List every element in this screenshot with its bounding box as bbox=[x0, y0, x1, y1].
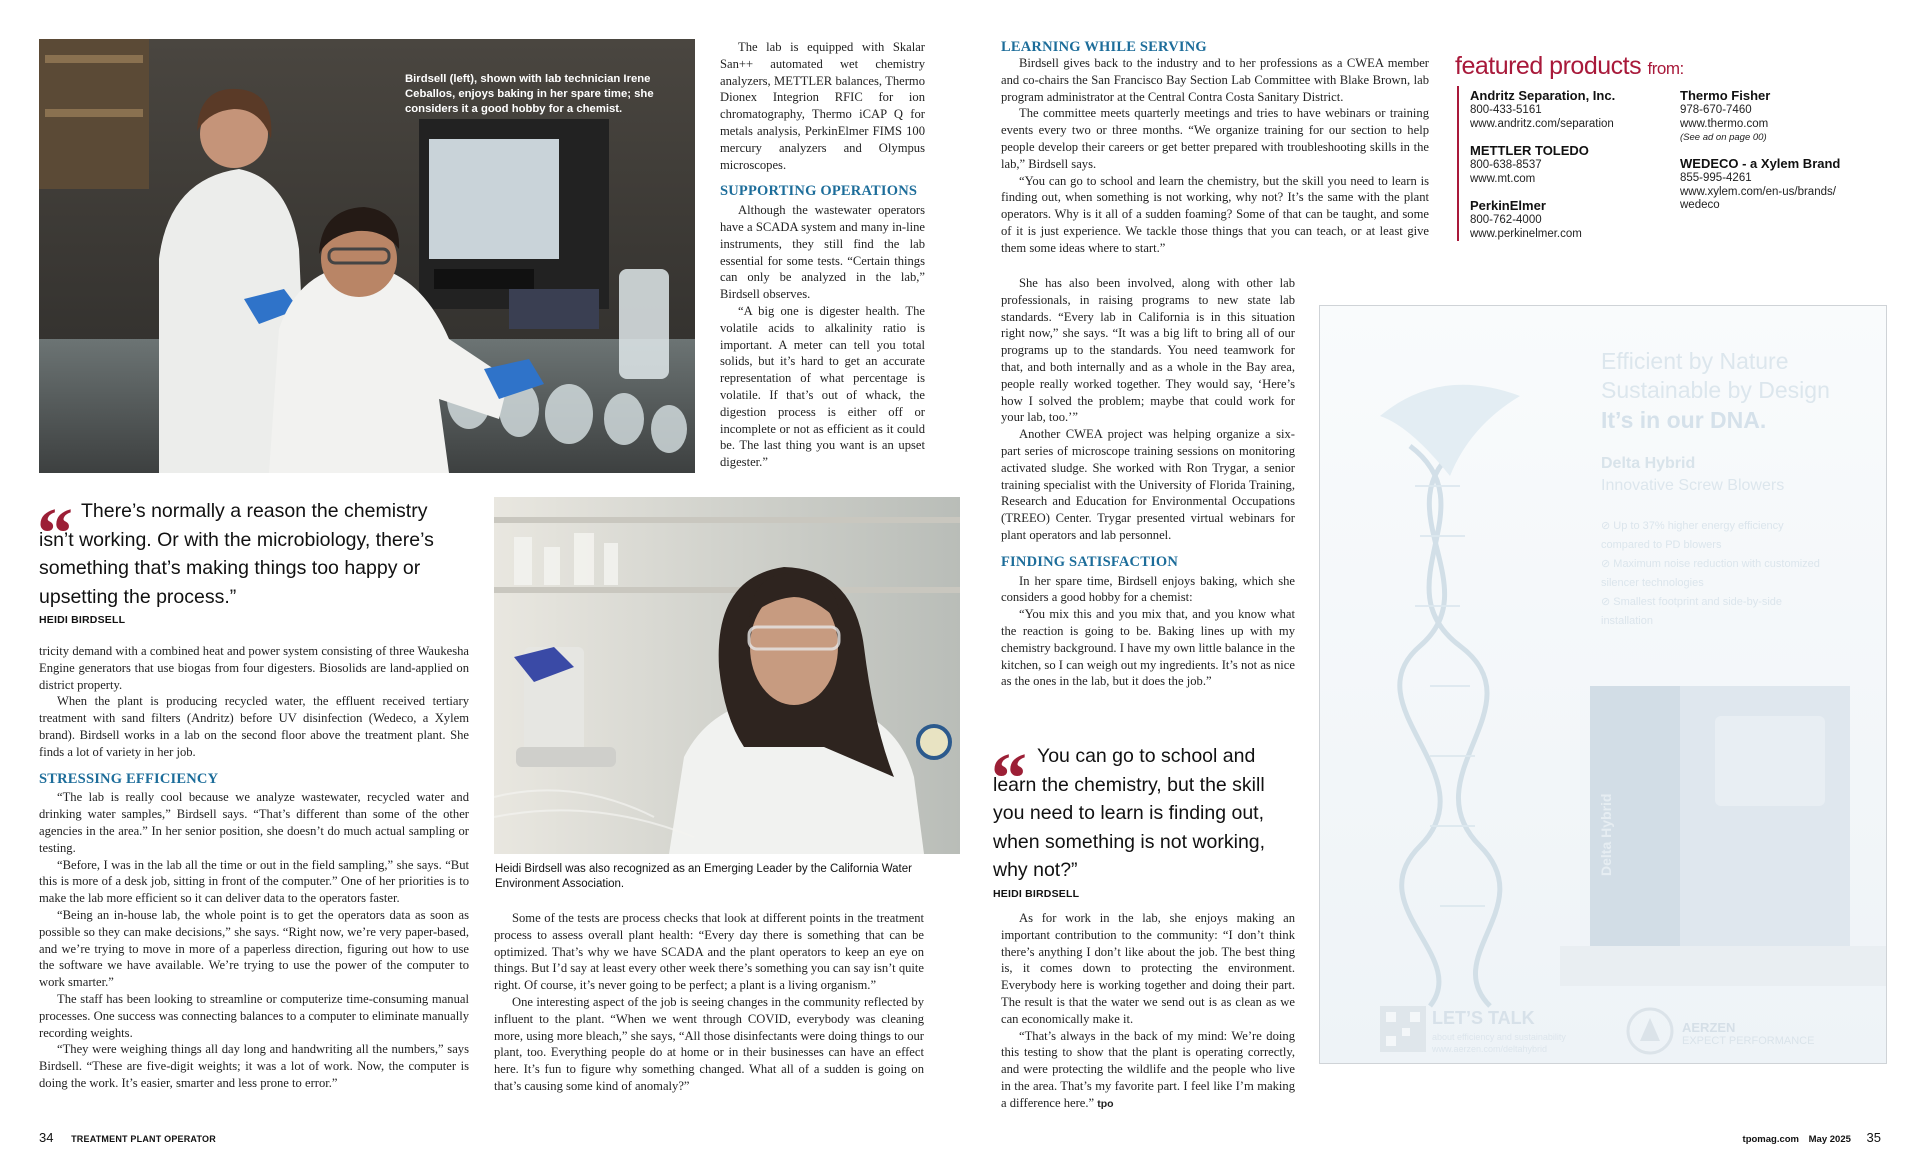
col-right-p3: “You can go to school and learn the chemistry, but the skill you need to learn is finding out, when something is not working, why not? It’s the same with the plant operators. Why is it all of a sudden foaming? Some of that can be taught, and some of it is just experience. We tackle those things that you can teach, or at least give them some ideas where to start.” bbox=[1001, 173, 1429, 255]
birdsell-photo-illustration bbox=[494, 497, 960, 854]
fp-item-mettler bbox=[1470, 143, 1589, 186]
col-right-p8: As for work in the lab, she enjoys making an important contribution to the community: “I don’t think there’s anything I don’t like about the job. The best thing is, it comes down to protecting the environment. Everybody here is working together and doing their part. The result is that the water we send out is as clean as we can economically make it. bbox=[1001, 911, 1295, 1026]
col-right-p9-text: “That’s always in the back of my mind: We’re doing this testing to show that the plant is operating correctly, and were protecting the wildlife and the people who live in the area. That’s my favorite part. I feel like I’m making a difference here.” bbox=[1001, 1028, 1295, 1110]
pull-quote-1-attribution: HEIDI BIRDSELL bbox=[39, 614, 126, 626]
col-left-p6: The staff has been looking to streamline or computerize time-consuming manual processes. One success was connecting balances to a computer to eliminate manually recording weights. bbox=[39, 991, 469, 1040]
site-url[interactable]: tpomag.com bbox=[1742, 1134, 1800, 1145]
photo-heidi-birdsell bbox=[494, 497, 960, 854]
fp-item-thermo-fisher bbox=[1680, 88, 1770, 145]
ad-headline-3: It’s in our DNA. bbox=[1601, 407, 1767, 433]
quote-mark-icon: “ bbox=[37, 493, 73, 573]
ad-cta-sub1: about efficiency and sustainability bbox=[1432, 1032, 1566, 1042]
ad-headline-2: Sustainable by Design bbox=[1601, 377, 1830, 403]
ad-bullet-2-text: Maximum noise reduction with customized silencer technologies bbox=[1601, 558, 1820, 589]
publication-name: TREATMENT PLANT OPERATOR bbox=[71, 1134, 216, 1144]
footer-right bbox=[1743, 1130, 1881, 1145]
col-left-p3: “The lab is really cool because we analyze wastewater, recycled water and drinking water samples,” Birdsell says. “That’s different than some of the other agencies in the area.” In her senior position, she doesn’t do much actual sampling or testing. bbox=[39, 790, 469, 855]
col-right-p7: “You mix this and you mix that, and you know what the reaction is going to be. Baking lines up with my chemistry background. I have my own little balance in the kitchen, so I can weigh out my ingredients. It’s not as nice as the ones in the lab, but it does the job.” bbox=[1001, 607, 1295, 689]
ad-product-sub: Innovative Screw Blowers bbox=[1601, 477, 1785, 494]
photo-middle-caption: Heidi Birdsell was also recognized as an Emerging Leader by the California Water Environment Association. bbox=[495, 863, 912, 890]
col-right-p1: Birdsell gives back to the industry and to her professions as a CWEA member and co-chairs the San Francisco Bay Section Lab Committee with Blake Brown, lab program administrator at the Central Contra Costa Sanitary District. bbox=[1001, 56, 1429, 104]
col-mid-top-p2: Although the wastewater operators have a SCADA system and many in-line instruments, they still find the lab essential for some tests. “Certain things can only be analyzed in the lab,” Birdsell observes. bbox=[720, 203, 925, 302]
fp-url-cont: wedeco bbox=[1680, 199, 1720, 211]
col-right-p9 bbox=[1001, 1028, 1295, 1113]
ad-bullet-1-text: Up to 37% higher energy efficiency compared to PD blowers bbox=[1601, 520, 1784, 551]
fp-url[interactable]: www.mt.com bbox=[1470, 172, 1536, 185]
fp-name: Andritz Separation, Inc. bbox=[1470, 88, 1616, 103]
pull-quote-2 bbox=[991, 738, 1298, 901]
issue-date: May 2025 bbox=[1808, 1134, 1851, 1145]
featured-products-title-from: from: bbox=[1647, 59, 1684, 78]
fp-item-wedeco bbox=[1680, 156, 1840, 213]
ad-bullet-2 bbox=[1601, 555, 1821, 593]
ad-machine-label: Delta Hybrid bbox=[1598, 793, 1614, 876]
photo-lab-technicians bbox=[39, 39, 695, 473]
page-number-left: 34 bbox=[39, 1130, 54, 1145]
col-left-p4: “Before, I was in the lab all the time or out in the field sampling,” she says. “But this is more of a desk job, sitting in front of the computer.” One of her priorities is to make the lab more efficient so it can deliver data to the operators faster. bbox=[39, 857, 469, 906]
fp-item-perkinelmer bbox=[1470, 198, 1582, 241]
featured-products-rule bbox=[1457, 86, 1459, 241]
col-mid-bottom-p2: One interesting aspect of the job is seeing changes in the community reflected by influent to the plant. “When we went through COVID, everybody was cleaning more, using more bleach,” she says, “All those disinfectants were doing things to our plant, too. Everything people do at home or in their businesses can have an effect here. It’s fun to figure why something changed. What all of a sudden is going on that’s causing some kind of anomaly?” bbox=[494, 994, 924, 1093]
col-left-p1: tricity demand with a combined heat and power system consisting of three Waukesha Engine generators that use biogas from four digesters. Biosolids are land-applied on district property. bbox=[39, 644, 469, 692]
photo-top-caption: Birdsell (left), shown with lab technician Irene Ceballos, enjoys baking in her spare time; she considers it a good hobby for a chemist. bbox=[405, 73, 654, 115]
heading-finding-satisfaction: FINDING SATISFACTION bbox=[1001, 553, 1179, 570]
col-left-p7: “They were weighing things all day long and handwriting all the numbers,” says Birdsell. “These are five-digit weights; it was a lot of work. Now, the computer is doing the work. It’s easier, smarter and less prone to error.” bbox=[39, 1042, 469, 1090]
pull-quote-2-text: You can go to school and learn the chemistry, but the skill you need to learn is finding out, when something is not working, why not?” bbox=[993, 745, 1266, 881]
fp-phone: 800-433-5161 bbox=[1470, 104, 1542, 116]
ad-cta-sub2[interactable]: www.aerzen.com/deltahybrid bbox=[1432, 1044, 1548, 1054]
heading-learning-while-serving: LEARNING WHILE SERVING bbox=[1001, 39, 1207, 55]
column-right-wide bbox=[1001, 55, 1429, 257]
ad-bullet-1 bbox=[1601, 517, 1821, 555]
column-left bbox=[39, 643, 469, 1092]
fp-url[interactable]: www.xylem.com/en-us/brands/ bbox=[1680, 185, 1836, 198]
fp-url[interactable]: www.perkinelmer.com bbox=[1470, 227, 1582, 240]
featured-products-title bbox=[1455, 52, 1684, 81]
fp-note: (See ad on page 00) bbox=[1680, 132, 1767, 143]
column-right-narrow bbox=[1001, 275, 1295, 690]
page-number-right: 35 bbox=[1866, 1130, 1881, 1145]
featured-products-title-main: featured products bbox=[1455, 52, 1642, 80]
end-mark: tpo bbox=[1097, 1097, 1114, 1110]
fp-name: METTLER TOLEDO bbox=[1470, 143, 1589, 158]
fp-phone: 800-638-8537 bbox=[1470, 159, 1542, 171]
column-middle-bottom bbox=[494, 910, 924, 1095]
column-right-bottom bbox=[1001, 910, 1295, 1113]
ad-brand-tag: EXPECT PERFORMANCE bbox=[1682, 1035, 1815, 1047]
fp-phone: 855-995-4261 bbox=[1680, 172, 1752, 184]
ad-bullet-3-text: Smallest footprint and side-by-side installation bbox=[1601, 596, 1783, 627]
check-icon: ⊘ bbox=[1601, 558, 1614, 570]
col-right-p2: The committee meets quarterly meetings and tries to have webinars or training events every two or three months. “We organize training for our section to help people develop their careers or get better prepared with troubleshooting skills in the lab,” Birdsell says. bbox=[1001, 106, 1429, 171]
col-left-p5: “Being an in-house lab, the whole point is to get the operators data as soon as possible so they can make decisions,” she says. “Right now, we’re very paper-based, and we’re trying to move in more of a paperless direction, figuring out how to use the software we have available. We’re trying to use the power of the computer to work smarter.” bbox=[39, 907, 469, 990]
col-mid-bottom-p1: Some of the tests are process checks that look at different points in the treatment process to assess overall plant health: “Every day there is something that can be optimized. That’s why we have SCADA and the plant operators to keep an eye on things. But I’d say at least every other week there’s something you can say isn’t quite right. Of course, it’s never going to be perfect; a plant is a living organism.” bbox=[494, 911, 924, 993]
fp-name: WEDECO - a Xylem Brand bbox=[1680, 156, 1841, 171]
fp-item-andritz bbox=[1470, 88, 1615, 131]
pull-quote-1-text: There’s normally a reason the chemistry isn’t working. Or with the microbiology, there’s something that’s making things too happy or upsetting the process.” bbox=[39, 500, 434, 608]
fp-url[interactable]: www.thermo.com bbox=[1680, 117, 1769, 130]
heading-supporting-operations: SUPPORTING OPERATIONS bbox=[720, 183, 918, 200]
col-right-p4: She has also been involved, along with other lab professionals, in raising programs to new state lab standards. “Every lab in California is in this situation right now,” she says. “It was a big lift to bring all of our programs up to the standards. You need teamwork for that, and both internally and as a whole in the Bay area, people really worked together. They would say, ‘Here’s how I solved the problem; maybe that could work for your lab, too.’” bbox=[1001, 276, 1295, 425]
fp-phone: 800-762-4000 bbox=[1470, 214, 1542, 226]
col-mid-top-p1: The lab is equipped with Skalar San++ automated wet chemistry analyzers, METTLER balances, Thermo Dionex Integrion RFIC for ion chromatography, Thermo iCAP Q for metals analysis, PerkinElmer FIMS 100 mercury analyzers and Olympus microscopes. bbox=[720, 40, 925, 172]
check-icon: ⊘ bbox=[1601, 520, 1614, 532]
pull-quote-1 bbox=[37, 493, 464, 627]
column-middle-top bbox=[720, 39, 925, 471]
ad-bullet-3 bbox=[1601, 593, 1821, 631]
col-right-p6: In her spare time, Birdsell enjoys baking, which she considers a good hobby for a chemist: bbox=[1001, 573, 1295, 605]
col-left-p2: When the plant is producing recycled water, the effluent received tertiary treatment with sand filters (Andritz) before UV disinfection (Wedeco, a Xylem brand). Birdsell works in a lab on the second floor above the treatment plant. She finds a lot of variety in her job. bbox=[39, 694, 469, 759]
fp-name: Thermo Fisher bbox=[1680, 88, 1771, 103]
ad-brand: AERZEN bbox=[1682, 1020, 1736, 1035]
ad-product: Delta Hybrid bbox=[1601, 455, 1696, 472]
check-icon: ⊘ bbox=[1601, 596, 1614, 608]
fp-url[interactable]: www.andritz.com/separation bbox=[1470, 117, 1614, 130]
quote-mark-icon: “ bbox=[991, 738, 1027, 818]
col-mid-top-p3: “A big one is digester health. The volatile acids to alkalinity ratio is important. A meter can tell you total solids, but it’s hard to get an accurate representation of what percentage is volatile. If that’s out of whack, the digestion process is either off or incomplete or not as efficient as it could be. The last thing you want is an upset digester.” bbox=[720, 303, 925, 470]
col-right-p5: Another CWEA project was helping organize a six-part series of microscope training sessions on monitoring activated sludge. She worked with Ron Trygar, a senior training specialist with the University of Florida Training, Research and Education for Environmental Occupations (TREEO) Center. Trygar presented virtual webinars for plant operators and lab personnel. bbox=[1001, 427, 1295, 542]
fp-phone: 978-670-7460 bbox=[1680, 104, 1752, 116]
ad-cta[interactable]: LET’S TALK bbox=[1432, 1008, 1535, 1028]
pull-quote-2-attribution: HEIDI BIRDSELL bbox=[993, 887, 1080, 900]
aerzen-advertisement[interactable] bbox=[1319, 305, 1887, 1064]
ad-headline-1: Efficient by Nature bbox=[1601, 348, 1789, 374]
footer-left bbox=[39, 1130, 216, 1145]
fp-name: PerkinElmer bbox=[1470, 198, 1546, 213]
heading-stressing-efficiency: STRESSING EFFICIENCY bbox=[39, 770, 219, 787]
